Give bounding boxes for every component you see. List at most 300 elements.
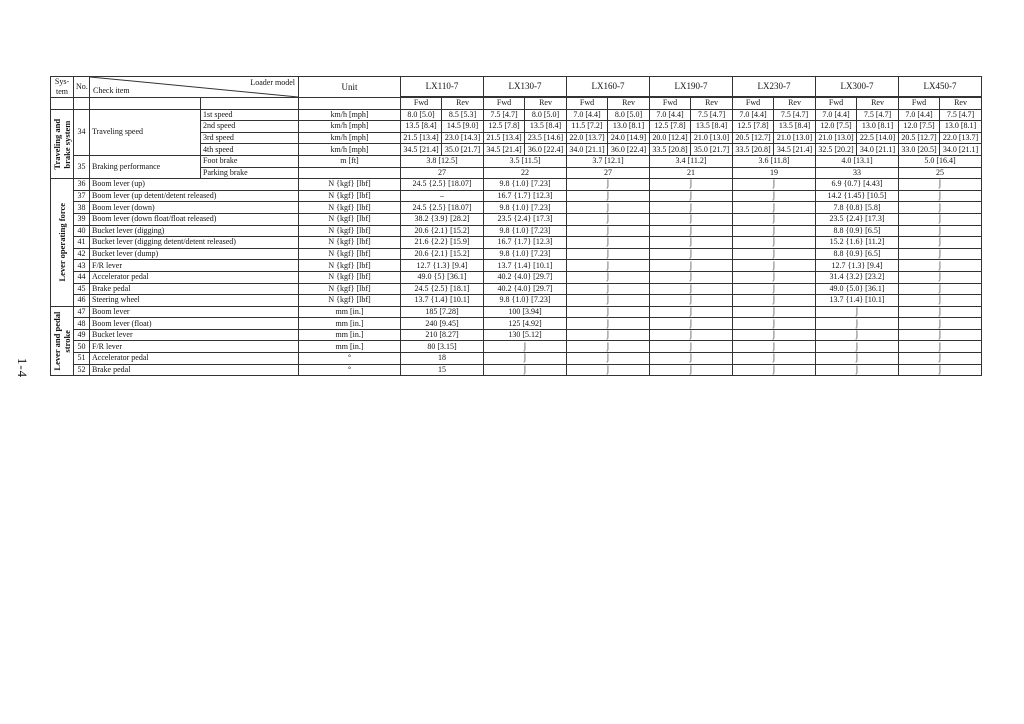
table-row [51,225,982,237]
ditto-mark: ⌡ [567,341,650,353]
check-item: Bucket lever (digging detent/detent released) [90,237,299,249]
check-item: F/R lever [90,260,299,272]
ditto-mark: ⌡ [899,260,982,272]
speed-value: 23.0 [14.3] [442,132,484,144]
system-label [51,179,74,307]
value: 12.7 {1.3} [9.4] [401,260,484,272]
value: 24.5 {2.5} [18.07] [401,179,484,191]
row-no: 39 [74,213,90,225]
check-item: Boom lever (up) [90,179,299,191]
table-row [51,306,982,318]
ditto-mark: ⌡ [733,237,816,249]
value: 23.5 {2.4} [17.3] [816,213,899,225]
brake-value: 33 [816,167,899,179]
value: 40.2 {4.0} [29.7] [484,271,567,283]
speed-value: 7.5 [4.7] [774,109,816,121]
fwd-label: Fwd [899,98,940,110]
ditto-mark: ⌡ [733,271,816,283]
ditto-mark: ⌡ [650,248,733,260]
check-item: Boom lever (up detent/detent released) [90,190,299,202]
value: 6.9 {0.7} [4.43] [816,179,899,191]
ditto-mark: ⌡ [567,248,650,260]
fwd-label: Fwd [650,98,691,110]
ditto-mark: ⌡ [816,306,899,318]
table-row [51,271,982,283]
value: 15 [401,364,484,376]
row-no: 42 [74,248,90,260]
speed-value: 7.5 [4.7] [484,109,525,121]
ditto-mark: ⌡ [816,318,899,330]
value: 13.7 {1.4} [10.1] [484,260,567,272]
unit [299,167,401,179]
ditto-mark: ⌡ [899,179,982,191]
ditto-mark: ⌡ [733,329,816,341]
header-loader-model: Loader model [250,78,295,87]
speed-label: 4th speed [201,144,299,156]
ditto-mark: ⌡ [567,283,650,295]
ditto-mark: ⌡ [567,306,650,318]
check-item: Bucket lever (dump) [90,248,299,260]
speed-value: 33.5 [20.8] [733,144,774,156]
ditto-mark: ⌡ [567,202,650,214]
ditto-mark: ⌡ [567,179,650,191]
speed-value: 34.0 [21.1] [567,144,608,156]
table-row [51,318,982,330]
table-row [51,353,982,365]
value: 8.8 {0.9} [6.5] [816,225,899,237]
ditto-mark: ⌡ [650,353,733,365]
ditto-mark: ⌡ [650,260,733,272]
brake-value: 27 [567,167,650,179]
unit: km/h [mph] [299,109,401,121]
ditto-mark: ⌡ [650,190,733,202]
value: 9.8 {1.0} [7.23] [484,248,567,260]
header-no: No. [74,77,90,98]
rev-label: Rev [608,98,650,110]
speed-label: 1st speed [201,109,299,121]
speed-value: 24.0 [14.9] [608,132,650,144]
unit: N {kgf} [lbf] [299,225,401,237]
value: 21.6 {2.2} [15.9] [401,237,484,249]
speed-value: 20.0 [12.4] [650,132,691,144]
speed-value: 12.5 [7.8] [484,121,525,133]
rev-label: Rev [525,98,567,110]
brake-value: 3.8 [12.5] [401,155,484,167]
speed-value: 21.0 [13.0] [774,132,816,144]
ditto-mark: ⌡ [650,318,733,330]
ditto-mark: ⌡ [816,364,899,376]
value: 14.2 {1.45} [10.5] [816,190,899,202]
speed-value: 7.0 [4.4] [816,109,857,121]
value: 24.5 {2.5} [18.1] [401,283,484,295]
header-model: LX160-7 [567,77,650,97]
ditto-mark: ⌡ [567,329,650,341]
check-item: Boom lever (down) [90,202,299,214]
ditto-mark: ⌡ [733,179,816,191]
brake-value: 4.0 [13.1] [816,155,899,167]
rev-label: Rev [774,98,816,110]
value: 12.7 {1.3} [9.4] [816,260,899,272]
speed-value: 12.0 [7.5] [899,121,940,133]
value: 16.7 {1.7} [12.3] [484,190,567,202]
brake-label: Foot brake [201,155,299,167]
brake-value: 3.6 [11.8] [733,155,816,167]
value: 23.5 {2.4} [17.3] [484,213,567,225]
speed-value: 13.0 [8.1] [857,121,899,133]
check-item: Accelerator pedal [90,271,299,283]
system-label-text: Lever and pedal stroke [52,311,72,371]
check-item: Boom lever (float) [90,318,299,330]
unit: N {kgf} [lbf] [299,260,401,272]
speed-value: 34.5 [21.4] [401,144,442,156]
value: 13.7 {1.4} [10.1] [401,295,484,307]
row-no: 45 [74,283,90,295]
value: 20.6 {2.1} [15.2] [401,225,484,237]
ditto-mark: ⌡ [899,190,982,202]
table-row [51,329,982,341]
header-check-item-label: Check item [93,86,130,95]
speed-value: 33.0 [20.5] [899,144,940,156]
speed-value: 23.5 [14.6] [525,132,567,144]
speed-value: 8.0 [5.0] [525,109,567,121]
unit: N {kgf} [lbf] [299,202,401,214]
ditto-mark: ⌡ [733,248,816,260]
ditto-mark: ⌡ [899,237,982,249]
speed-value: 7.0 [4.4] [733,109,774,121]
brake-value: 5.0 [16.4] [899,155,982,167]
speed-value: 21.0 [13.0] [816,132,857,144]
ditto-mark: ⌡ [899,271,982,283]
speed-value: 36.0 [22.4] [608,144,650,156]
header-model: LX300-7 [816,77,899,97]
row-no: 51 [74,353,90,365]
fwd-label: Fwd [401,98,442,110]
speed-value: 22.5 [14.0] [857,132,899,144]
ditto-mark: ⌡ [899,329,982,341]
system-label [51,109,74,179]
value: 7.8 {0.8} [5.8] [816,202,899,214]
fwd-label: Fwd [733,98,774,110]
value: 49.0 {5.0} [36.1] [816,283,899,295]
unit: km/h [mph] [299,132,401,144]
value: 40.2 {4.0} [29.7] [484,283,567,295]
ditto-mark: ⌡ [816,353,899,365]
speed-value: 20.5 [12.7] [899,132,940,144]
unit: N {kgf} [lbf] [299,190,401,202]
value: 16.7 {1.7} [12.3] [484,237,567,249]
ditto-mark: ⌡ [567,318,650,330]
speed-value: 8.0 [5.0] [401,109,442,121]
row-no: 34 [74,109,90,155]
value: 125 [4.92] [484,318,567,330]
table-row [51,364,982,376]
ditto-mark: ⌡ [733,295,816,307]
unit: N {kgf} [lbf] [299,237,401,249]
fwd-rev-row [51,98,982,110]
system-label-text: Lever operating force [57,203,67,282]
speed-value: 13.5 [8.4] [401,121,442,133]
ditto-mark: ⌡ [899,295,982,307]
unit: mm [in.] [299,306,401,318]
speed-value: 12.5 [7.8] [733,121,774,133]
speed-value: 13.0 [8.1] [940,121,982,133]
value: 9.8 {1.0} [7.23] [484,202,567,214]
speed-value: 8.0 [5.0] [608,109,650,121]
table-row [51,341,982,353]
ditto-mark: ⌡ [899,225,982,237]
ditto-mark: ⌡ [650,237,733,249]
speed-label: 2nd speed [201,121,299,133]
header-model: LX450-7 [899,77,982,97]
speed-value: 7.5 [4.7] [940,109,982,121]
speed-value: 7.0 [4.4] [567,109,608,121]
value: 38.2 {3.9} [28.2] [401,213,484,225]
row-no: 47 [74,306,90,318]
ditto-mark: ⌡ [899,364,982,376]
table-row [51,109,982,121]
speed-label: 3rd speed [201,132,299,144]
speed-value: 36.0 [22.4] [525,144,567,156]
row-no: 46 [74,295,90,307]
header-model: LX230-7 [733,77,816,97]
row-no: 48 [74,318,90,330]
speed-value: 21.0 [13.0] [691,132,733,144]
speed-value: 12.5 [7.8] [650,121,691,133]
rev-label: Rev [691,98,733,110]
check-item: Bucket lever [90,329,299,341]
speed-value: 7.0 [4.4] [899,109,940,121]
header-model: LX130-7 [484,77,567,97]
ditto-mark: ⌡ [567,353,650,365]
brake-value: 25 [899,167,982,179]
ditto-mark: ⌡ [650,283,733,295]
ditto-mark: ⌡ [650,341,733,353]
ditto-mark: ⌡ [899,318,982,330]
ditto-mark: ⌡ [733,190,816,202]
value: ⌡ [484,353,567,365]
table-row [51,179,982,191]
value: 24.5 {2.5} [18.07] [401,202,484,214]
brake-value: 19 [733,167,816,179]
system-label [51,306,74,376]
page-number: 1-4 [15,357,31,379]
ditto-mark: ⌡ [567,225,650,237]
value: 13.7 {1.4} [10.1] [816,295,899,307]
unit: N {kgf} [lbf] [299,271,401,283]
row-no: 36 [74,179,90,191]
ditto-mark: ⌡ [567,260,650,272]
speed-value: 7.5 [4.7] [691,109,733,121]
speed-value: 35.0 [21.7] [442,144,484,156]
unit: N {kgf} [lbf] [299,283,401,295]
check-item: Accelerator pedal [90,353,299,365]
ditto-mark: ⌡ [567,237,650,249]
check-item: Traveling speed [90,109,201,155]
rev-label: Rev [857,98,899,110]
unit: mm [in.] [299,318,401,330]
fwd-label: Fwd [567,98,608,110]
row-no: 52 [74,364,90,376]
rev-label: Rev [940,98,982,110]
check-item: Brake pedal [90,364,299,376]
check-item: F/R lever [90,341,299,353]
speed-value: 21.5 [13.4] [401,132,442,144]
speed-value: 13.0 [8.1] [608,121,650,133]
value: – [401,190,484,202]
speed-value: 13.5 [8.4] [525,121,567,133]
ditto-mark: ⌡ [650,271,733,283]
ditto-mark: ⌡ [899,248,982,260]
row-no: 50 [74,341,90,353]
value: ⌡ [484,341,567,353]
brake-value: 3.5 [11.5] [484,155,567,167]
header-row [51,77,982,97]
table-row [51,248,982,260]
ditto-mark: ⌡ [899,202,982,214]
ditto-mark: ⌡ [650,179,733,191]
ditto-mark: ⌡ [733,225,816,237]
table-row [51,202,982,214]
value: 9.8 {1.0} [7.23] [484,225,567,237]
speed-value: 21.5 [13.4] [484,132,525,144]
speed-value: 7.5 [4.7] [857,109,899,121]
value: 18 [401,353,484,365]
ditto-mark: ⌡ [816,341,899,353]
speed-value: 35.0 [21.7] [691,144,733,156]
speed-value: 13.5 [8.4] [691,121,733,133]
ditto-mark: ⌡ [567,364,650,376]
system-label-text: Traveling and brake system [52,118,72,170]
unit: m [ft] [299,155,401,167]
brake-value: 3.7 [12.1] [567,155,650,167]
value: 15.2 {1.6} [11.2] [816,237,899,249]
brake-value: 3.4 [11.2] [650,155,733,167]
ditto-mark: ⌡ [567,213,650,225]
ditto-mark: ⌡ [899,306,982,318]
brake-value: 21 [650,167,733,179]
ditto-mark: ⌡ [733,306,816,318]
value: 100 [3.94] [484,306,567,318]
ditto-mark: ⌡ [733,353,816,365]
ditto-mark: ⌡ [650,295,733,307]
speed-value: 22.0 [13.7] [567,132,608,144]
ditto-mark: ⌡ [650,202,733,214]
value: ⌡ [484,364,567,376]
row-no: 35 [74,155,90,178]
value: 8.8 {0.9} [6.5] [816,248,899,260]
row-no: 38 [74,202,90,214]
speed-value: 34.0 [21.1] [857,144,899,156]
ditto-mark: ⌡ [733,283,816,295]
unit: mm [in.] [299,341,401,353]
ditto-mark: ⌡ [650,364,733,376]
ditto-mark: ⌡ [733,318,816,330]
brake-value: 27 [401,167,484,179]
brake-value: 22 [484,167,567,179]
table-row [51,155,982,167]
value: 130 [5.12] [484,329,567,341]
check-item: Steering wheel [90,295,299,307]
header-model: LX190-7 [650,77,733,97]
table-row [51,237,982,249]
ditto-mark: ⌡ [733,213,816,225]
speed-value: 13.5 [8.4] [774,121,816,133]
speed-value: 33.5 [20.8] [650,144,691,156]
ditto-mark: ⌡ [816,329,899,341]
speed-value: 14.5 [9.0] [442,121,484,133]
check-item: Bucket lever (digging) [90,225,299,237]
unit: km/h [mph] [299,121,401,133]
ditto-mark: ⌡ [733,260,816,272]
speed-value: 34.5 [21.4] [484,144,525,156]
unit: ° [299,364,401,376]
unit: N {kgf} [lbf] [299,179,401,191]
ditto-mark: ⌡ [650,306,733,318]
speed-value: 32.5 [20.2] [816,144,857,156]
unit: N {kgf} [lbf] [299,295,401,307]
ditto-mark: ⌡ [567,271,650,283]
speed-value: 34.0 [21.1] [940,144,982,156]
speed-value: 7.0 [4.4] [650,109,691,121]
fwd-label: Fwd [484,98,525,110]
ditto-mark: ⌡ [733,202,816,214]
ditto-mark: ⌡ [650,213,733,225]
speed-value: 11.5 [7.2] [567,121,608,133]
row-no: 43 [74,260,90,272]
ditto-mark: ⌡ [733,364,816,376]
speed-value: 22.0 [13.7] [940,132,982,144]
header-unit: Unit [299,77,401,98]
table-row [51,283,982,295]
header-system: Sys- tem [51,77,74,98]
row-no: 40 [74,225,90,237]
value: 185 [7.28] [401,306,484,318]
ditto-mark: ⌡ [899,341,982,353]
rev-label: Rev [442,98,484,110]
value: 9.8 {1.0} [7.23] [484,295,567,307]
speed-value: 8.5 [5.3] [442,109,484,121]
ditto-mark: ⌡ [733,341,816,353]
ditto-mark: ⌡ [899,283,982,295]
ditto-mark: ⌡ [899,213,982,225]
check-item: Boom lever (down float/float released) [90,213,299,225]
value: 210 [8.27] [401,329,484,341]
ditto-mark: ⌡ [899,353,982,365]
ditto-mark: ⌡ [567,190,650,202]
speed-value: 12.0 [7.5] [816,121,857,133]
row-no: 41 [74,237,90,249]
speed-value: 34.5 [21.4] [774,144,816,156]
header-model: LX110-7 [401,77,484,97]
check-item: Boom lever [90,306,299,318]
row-no: 44 [74,271,90,283]
unit: mm [in.] [299,329,401,341]
unit: N {kgf} [lbf] [299,248,401,260]
value: 9.8 {1.0} [7.23] [484,179,567,191]
ditto-mark: ⌡ [650,329,733,341]
check-item: Braking performance [90,155,201,178]
unit: km/h [mph] [299,144,401,156]
value: 240 [9.45] [401,318,484,330]
fwd-label: Fwd [816,98,857,110]
unit: N {kgf} [lbf] [299,213,401,225]
value: 20.6 {2.1} [15.2] [401,248,484,260]
row-no: 49 [74,329,90,341]
ditto-mark: ⌡ [650,225,733,237]
check-item: Brake pedal [90,283,299,295]
value: 49.0 {5} [36.1] [401,271,484,283]
value: 31.4 {3.2} [23.2] [816,271,899,283]
